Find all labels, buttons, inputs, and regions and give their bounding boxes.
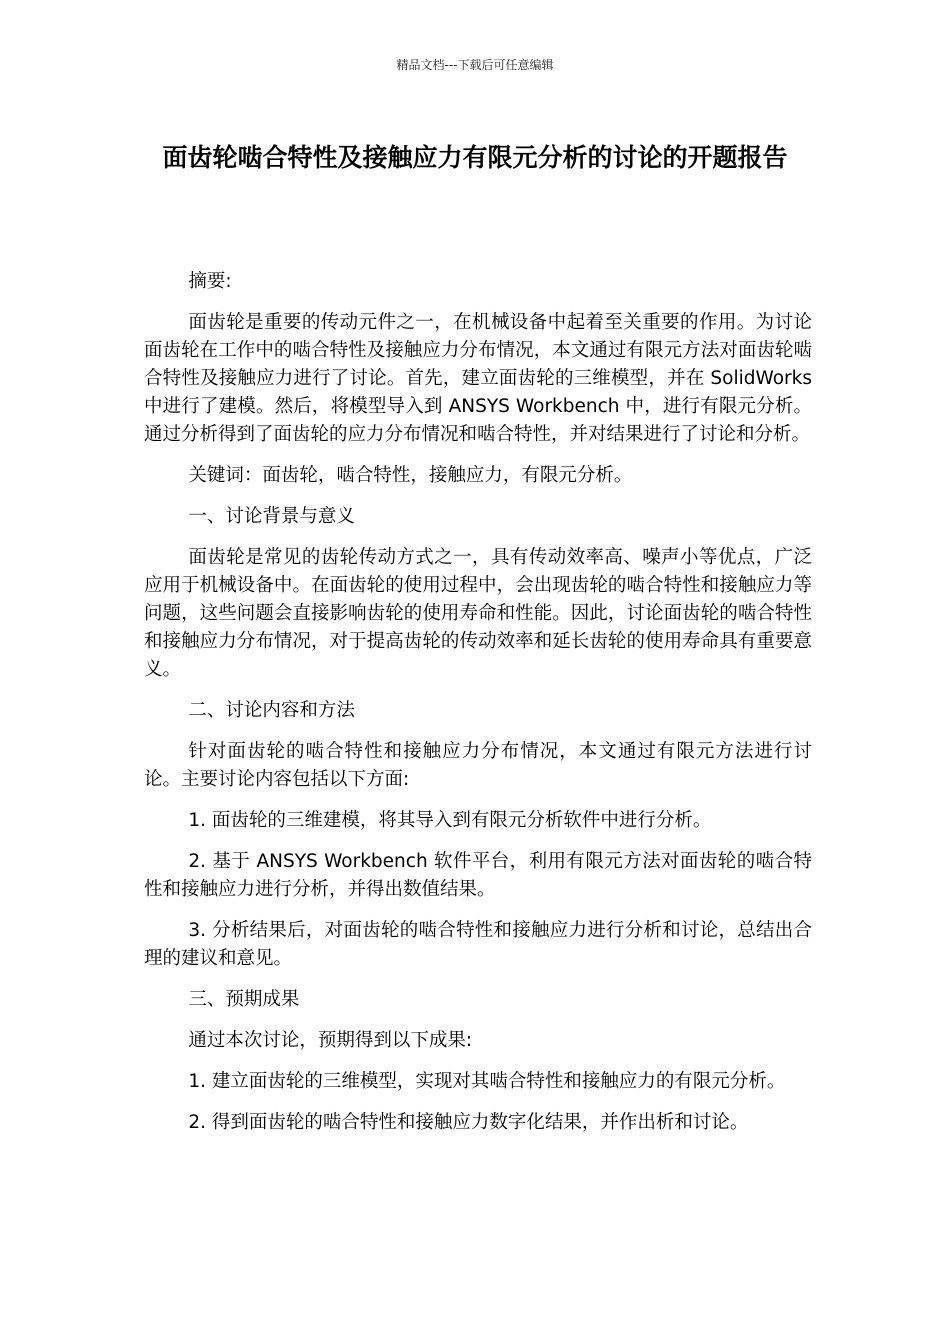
content-list-item-1: 1. 面齿轮的三维建模，将其导入到有限元分析软件中进行分析。 — [188, 810, 712, 831]
section-heading-background: 一、讨论背景与意义 — [188, 506, 355, 527]
document-body — [144, 268, 812, 1150]
results-list-item-1: 1. 建立面齿轮的三维模型，实现对其啮合特性和接触应力的有限元分析。 — [188, 1071, 786, 1092]
expected-results-intro: 通过本次讨论，预期得到以下成果: — [188, 1030, 473, 1051]
results-list-item-2: 2. 得到面齿轮的啮合特性和接触应力数字化结果，并作出析和讨论。 — [188, 1112, 749, 1133]
page-header-note: 精品文档---下载后可任意编辑 — [396, 58, 554, 72]
keywords-line: 关键词：面齿轮，啮合特性，接触应力，有限元分析。 — [188, 465, 633, 486]
content-list-item-3: 3. 分析结果后，对面齿轮的啮合特性和接触应力进行分析和讨论，总结出合理的建议和意见。 — [144, 920, 812, 969]
document-title: 面齿轮啮合特性及接触应力有限元分析的讨论的开题报告 — [162, 143, 788, 172]
background-paragraph: 面齿轮是常见的齿轮传动方式之一，具有传动效率高、噪声小等优点，广泛应用于机械设备中。在面齿轮的使用过程中，会出现齿轮的啮合特性和接触应力等问题，这些问题会直接影响齿轮的使用寿命和性能。因此，讨论面齿轮的啮合特性和接触应力分布情况，对于提高齿轮的传动效率和延长齿轮的使用寿命具有重要意义。 — [144, 547, 812, 680]
section-heading-expected-results: 三、预期成果 — [188, 989, 300, 1010]
abstract-paragraph: 面齿轮是重要的传动元件之一，在机械设备中起着至关重要的作用。为讨论面齿轮在工作中的啮合特性及接触应力分布情况，本文通过有限元方法对面齿轮啮合特性及接触应力进行了讨论。首先，建立面齿轮的三维模型，并在 SolidWorks 中进行了建模。然后，将模型导入到 ANSYS Workbench 中，进行有限元分析。通过分析得到了面齿轮的应力分布情况和啮合特性，并对结果进行了讨论和分析。 — [144, 312, 812, 445]
content-method-paragraph: 针对面齿轮的啮合特性和接触应力分布情况，本文通过有限元方法进行讨论。主要讨论内容包括以下方面: — [144, 741, 812, 790]
abstract-heading: 摘要: — [188, 271, 232, 292]
content-list-item-2: 2. 基于 ANSYS Workbench 软件平台，利用有限元方法对面齿轮的啮合特性和接触应力进行分析，并得出数值结果。 — [144, 851, 812, 900]
section-heading-content-method: 二、讨论内容和方法 — [188, 700, 355, 721]
